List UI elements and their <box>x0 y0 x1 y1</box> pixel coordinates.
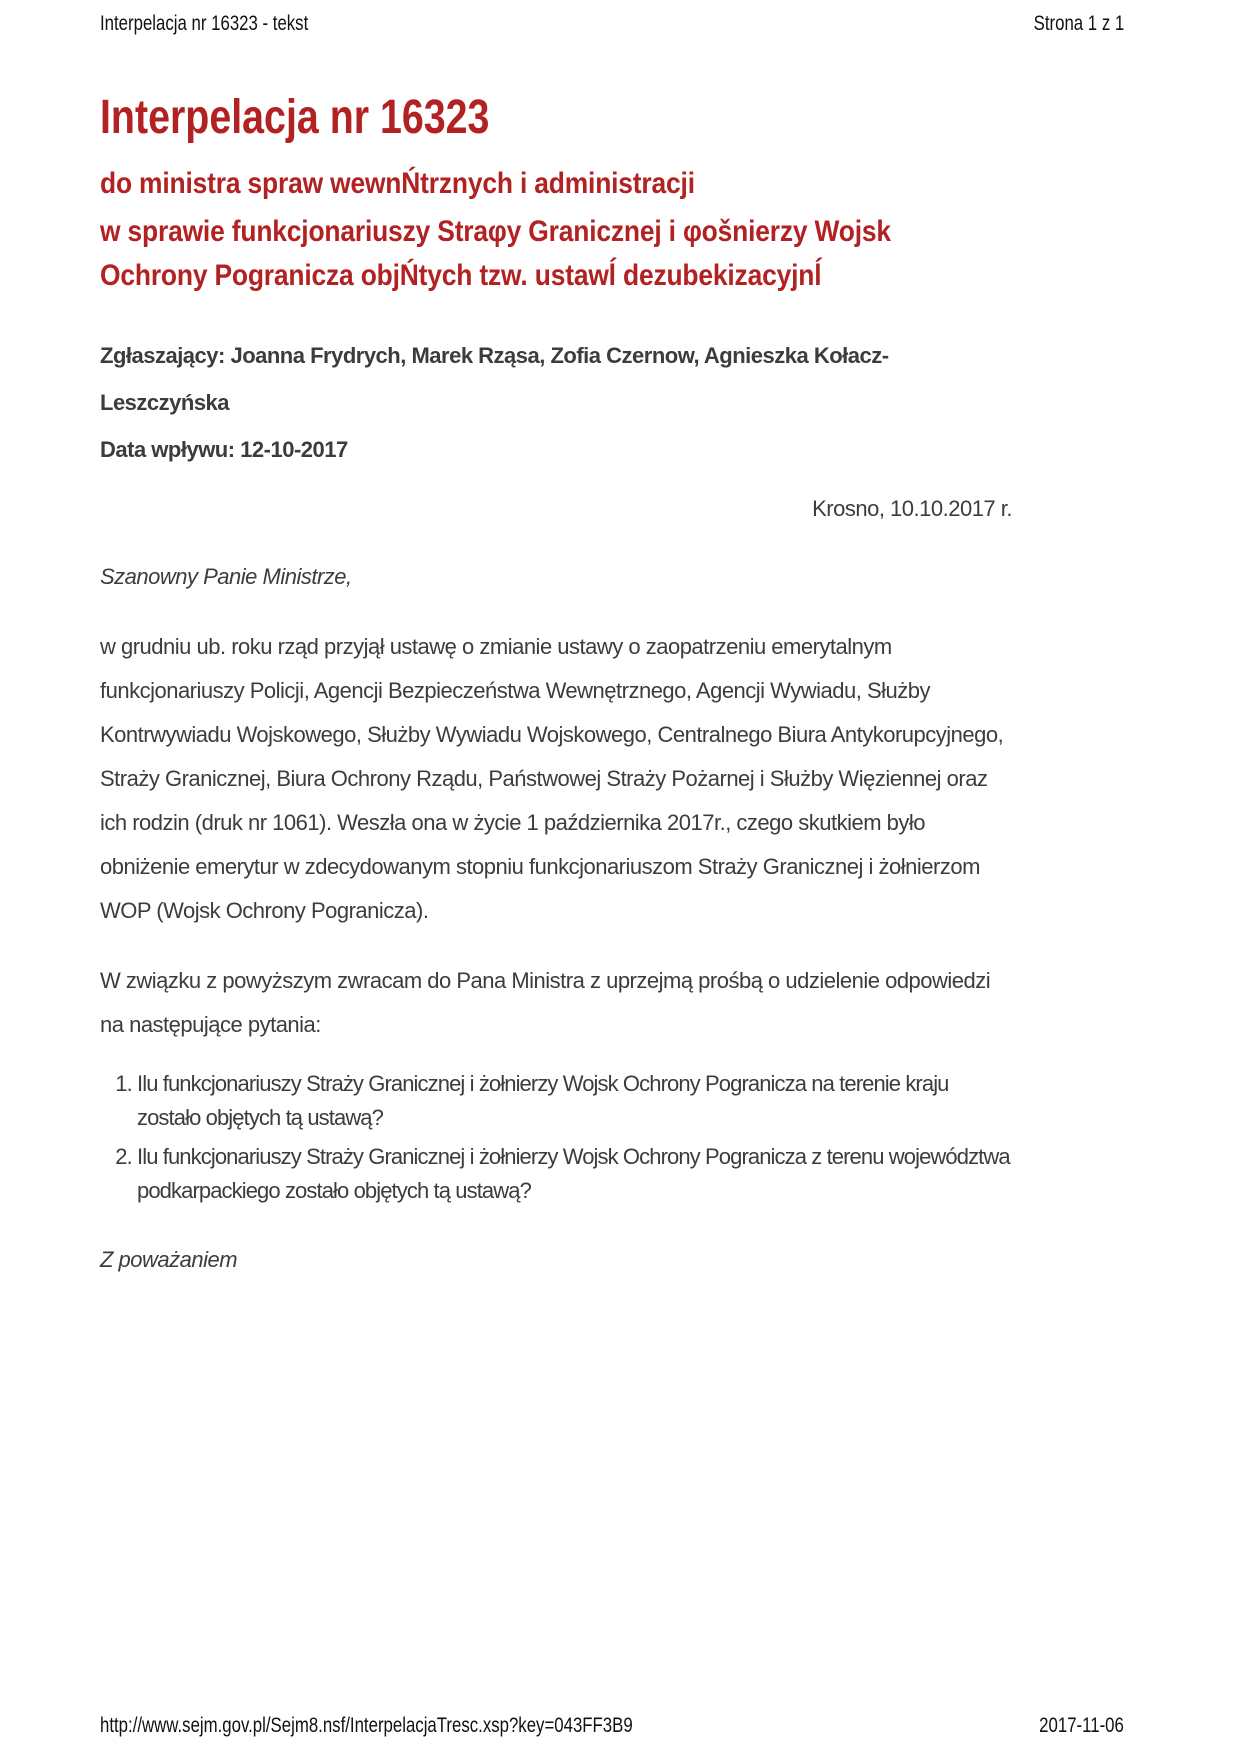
submitters-line: Zgłaszający: Joanna Frydrych, Marek Rząsa, Zofia Czernow, Agnieszka Kołacz-Leszczyńska <box>100 343 889 415</box>
closing-line: Z poważaniem <box>100 1247 238 1272</box>
interpellation-addressee: do ministra spraw wewnŃtrznych i administracji <box>100 167 695 200</box>
footer-print-date: 2017-11-06 <box>1039 1714 1124 1737</box>
header-page-indicator: Strona 1 z 1 <box>1033 12 1124 35</box>
interpellation-title: Interpelacja nr 16323 <box>100 91 490 144</box>
document-content <box>100 92 1012 1282</box>
body-paragraph-2: W związku z powyższym zwracam do Pana Ministra z uprzejmą prośbą o udzielenie odpowiedzi na następujące pytania: <box>100 968 991 1037</box>
questions-list <box>100 1067 1012 1208</box>
question-item-1: 1. Ilu funkcjonariuszy Straży Granicznej i żołnierzy Wojsk Ochrony Pogranicza na terenie kraju zostało objętych tą ustawą? <box>137 1067 1012 1135</box>
running-header <box>100 12 1124 36</box>
interpellation-subject: w sprawie funkcjonariuszy Straφy Granicznej i φošnierzy Wojsk Ochrony Pogranicza objŃtych tzw. ustawĺ dezubekizacyjnĺ <box>100 215 891 292</box>
question-item-2: 2. Ilu funkcjonariuszy Straży Granicznej i żołnierzy Wojsk Ochrony Pogranicza z terenu województwa podkarpackiego zostało objętych tą ustawą? <box>137 1140 1012 1208</box>
header-document-title: Interpelacja nr 16323 - tekst <box>100 12 309 35</box>
running-footer <box>100 1714 1124 1738</box>
footer-source-url: http://www.sejm.gov.pl/Sejm8.nsf/InterpelacjaTresc.xsp?key=043FF3B9 <box>100 1714 633 1737</box>
salutation-line: Szanowny Panie Ministrze, <box>100 564 352 589</box>
body-paragraph-1: w grudniu ub. roku rząd przyjął ustawę o zmianie ustawy o zaopatrzeniu emerytalnym funkcjonariuszy Policji, Agencji Bezpieczeństwa Wewnętrznego, Agencji Wywiadu, Służby Kontrwywiadu Wojskowego, Służby Wywiadu Wojskowego, Centralnego Biura Antykorupcyjnego, Straży Granicznej, Biura Ochrony Rządu, Państwowej Straży Pożarnej i Służby Więziennej oraz ich rodzin (druk nr 1061). Weszła ona w życie 1 października 2017r., czego skutkiem było obniżenie emerytur w zdecydowanym stopniu funkcjonariuszom Straży Granicznej i żołnierzom WOP (Wojsk Ochrony Pogranicza). <box>100 634 1004 923</box>
place-and-date-line: Krosno, 10.10.2017 r. <box>812 496 1012 521</box>
date-received-line: Data wpływu: 12-10-2017 <box>100 437 348 462</box>
